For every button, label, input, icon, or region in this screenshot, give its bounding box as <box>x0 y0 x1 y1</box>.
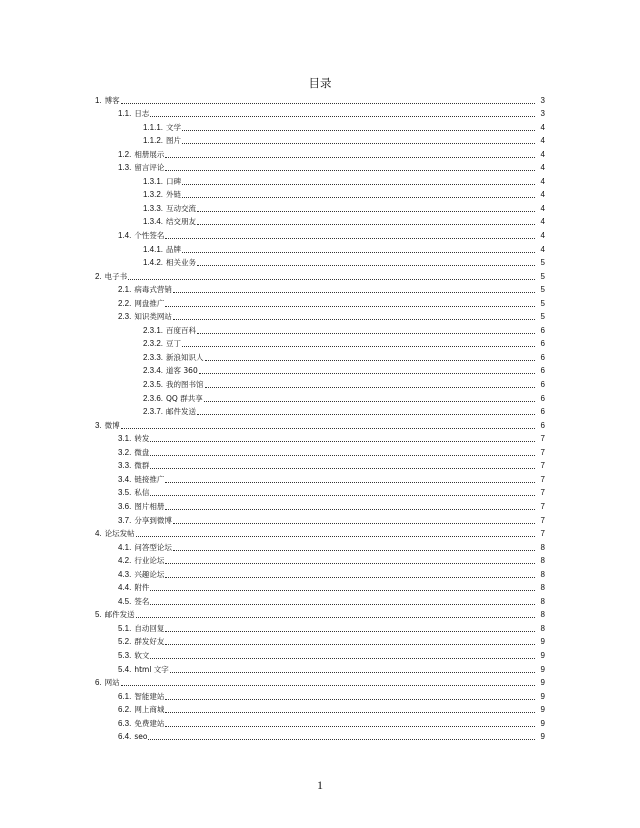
toc-entry-number: 3. <box>95 420 102 430</box>
toc-entry-page: 9 <box>540 718 545 728</box>
toc-dot-leader <box>165 630 535 632</box>
toc-entry-number: 2.1. <box>118 285 132 295</box>
toc-entry-page: 4 <box>540 217 545 227</box>
toc-entry-page: 6 <box>540 325 545 335</box>
toc-entry-page: 6 <box>540 366 545 376</box>
toc-entry-number: 3.7. <box>118 515 132 525</box>
toc-entry-page: 4 <box>540 176 545 186</box>
toc-entry[interactable] <box>0 187 640 201</box>
toc-entry-number: 2.3.2. <box>143 339 164 349</box>
toc-entry-number: 1.1. <box>118 109 132 119</box>
toc-entry-number: 6.1. <box>118 691 132 701</box>
toc-entry[interactable] <box>0 647 640 661</box>
toc-entry-title: 留言评论 <box>134 163 165 173</box>
toc-entry-title: 私信 <box>134 488 150 498</box>
toc-entry-title: 智能建站 <box>134 691 165 701</box>
toc-entry-number: 6.4. <box>118 732 132 742</box>
toc-entry[interactable] <box>0 715 640 729</box>
toc-entry-title: 微博 <box>104 420 120 430</box>
toc-entry-title: 博客 <box>104 95 120 105</box>
toc-dot-leader <box>165 643 535 645</box>
toc-dot-leader <box>173 549 535 551</box>
toc-entry-title: 电子书 <box>104 271 128 281</box>
toc-entry[interactable] <box>0 282 640 296</box>
toc-entry[interactable] <box>0 566 640 580</box>
toc-entry-number: 1.1.1. <box>143 122 164 132</box>
toc-dot-leader <box>150 454 535 456</box>
toc-dot-leader <box>173 318 535 320</box>
toc-entry-page: 6 <box>540 393 545 403</box>
toc-entry-page: 7 <box>540 447 545 457</box>
toc-entry-title: seo <box>134 732 148 742</box>
toc-entry-page: 4 <box>540 136 545 146</box>
toc-entry[interactable] <box>0 92 640 106</box>
toc-entry-number: 1.3.4. <box>143 217 164 227</box>
toc-entry-title: 微盘 <box>134 447 150 457</box>
toc-dot-leader <box>165 698 535 700</box>
toc-entry-number: 1.4. <box>118 231 132 241</box>
toc-dot-leader <box>136 616 535 618</box>
toc-entry-title: 微群 <box>134 461 150 471</box>
toc-entry-number: 2.3.3. <box>143 352 164 362</box>
toc-entry-title: 网站 <box>104 678 120 688</box>
toc-dot-leader <box>165 725 535 727</box>
toc-entry[interactable] <box>0 227 640 241</box>
toc-entry-number: 4.1. <box>118 542 132 552</box>
toc-entry-page: 9 <box>540 705 545 715</box>
toc-entry[interactable] <box>0 675 640 689</box>
toc-entry-page: 5 <box>540 258 545 268</box>
toc-entry-title: 个性签名 <box>134 231 165 241</box>
toc-entry-page: 7 <box>540 474 545 484</box>
toc-entry-title: 链接推广 <box>134 474 165 484</box>
toc-entry[interactable] <box>0 241 640 255</box>
toc-dot-leader <box>197 223 535 225</box>
toc-entry-page: 6 <box>540 407 545 417</box>
toc-entry-title: 网上商城 <box>134 705 165 715</box>
toc-entry-page: 9 <box>540 678 545 688</box>
toc-entry-title: 豆丁 <box>166 339 182 349</box>
toc-entry-page: 4 <box>540 244 545 254</box>
toc-entry-page: 5 <box>540 285 545 295</box>
toc-entry-page: 4 <box>540 190 545 200</box>
toc-entry-number: 6.2. <box>118 705 132 715</box>
toc-dot-leader <box>182 251 535 253</box>
toc-entry-number: 1.2. <box>118 149 132 159</box>
toc-dot-leader <box>150 115 535 117</box>
toc-entry-title: 百度百科 <box>166 325 197 335</box>
toc-entry-page: 6 <box>540 339 545 349</box>
toc-entry-title: 知识类网站 <box>134 312 172 322</box>
toc-dot-leader <box>150 494 535 496</box>
toc-entry[interactable] <box>0 471 640 485</box>
toc-entry-title: 病毒式营销 <box>134 285 172 295</box>
toc-entry-title: QQ 群共享 <box>166 393 203 403</box>
toc-entry[interactable] <box>0 295 640 309</box>
toc-entry[interactable] <box>0 404 640 418</box>
toc-entry-page: 6 <box>540 420 545 430</box>
toc-entry-number: 5.2. <box>118 637 132 647</box>
toc-dot-leader <box>170 671 535 673</box>
toc-entry-title: 兴趣论坛 <box>134 569 165 579</box>
toc-entry-number: 6.3. <box>118 718 132 728</box>
toc-entry-title: 群发好友 <box>134 637 165 647</box>
toc-dot-leader <box>165 169 535 171</box>
toc-dot-leader <box>173 291 535 293</box>
table-of-contents <box>0 92 640 742</box>
toc-dot-leader <box>205 359 535 361</box>
toc-entry-page: 7 <box>540 515 545 525</box>
toc-entry-number: 2.3.1. <box>143 325 164 335</box>
toc-dot-leader <box>182 345 535 347</box>
toc-entry-title: 行业论坛 <box>134 556 165 566</box>
toc-entry-number: 2.3.5. <box>143 380 164 390</box>
toc-entry[interactable] <box>0 363 640 377</box>
toc-entry-number: 3.3. <box>118 461 132 471</box>
toc-entry-page: 4 <box>540 163 545 173</box>
toc-entry-number: 6. <box>95 678 102 688</box>
toc-entry-number: 5. <box>95 610 102 620</box>
toc-entry-title: 分享到微博 <box>134 515 172 525</box>
toc-dot-leader <box>182 196 535 198</box>
toc-entry-page: 4 <box>540 203 545 213</box>
toc-dot-leader <box>150 603 535 605</box>
toc-entry-title: 新浪知识人 <box>166 352 204 362</box>
toc-entry-page: 4 <box>540 122 545 132</box>
page-title: 目录 <box>308 76 332 90</box>
toc-entry[interactable] <box>0 553 640 567</box>
toc-entry[interactable] <box>0 498 640 512</box>
toc-entry-number: 3.1. <box>118 434 132 444</box>
toc-entry-page: 6 <box>540 352 545 362</box>
toc-entry-number: 1.4.1. <box>143 244 164 254</box>
toc-dot-leader <box>150 657 535 659</box>
toc-entry-number: 2.3.6. <box>143 393 164 403</box>
toc-entry-page: 9 <box>540 732 545 742</box>
toc-entry-title: 邮件发送 <box>166 407 197 417</box>
toc-dot-leader <box>204 400 535 402</box>
toc-entry[interactable] <box>0 458 640 472</box>
toc-entry[interactable] <box>0 444 640 458</box>
toc-dot-leader <box>197 413 535 415</box>
toc-dot-leader <box>197 210 535 212</box>
toc-entry-number: 1.3.2. <box>143 190 164 200</box>
toc-dot-leader <box>136 535 535 537</box>
toc-entry-number: 2.3. <box>118 312 132 322</box>
toc-entry[interactable] <box>0 526 640 540</box>
toc-entry-page: 8 <box>540 623 545 633</box>
toc-entry[interactable] <box>0 661 640 675</box>
toc-entry[interactable] <box>0 688 640 702</box>
toc-entry-page: 7 <box>540 434 545 444</box>
toc-dot-leader <box>165 576 535 578</box>
toc-entry-page: 9 <box>540 637 545 647</box>
toc-dot-leader <box>150 440 535 442</box>
toc-entry-number: 4.3. <box>118 569 132 579</box>
toc-entry-title: 免费建站 <box>134 718 165 728</box>
toc-entry-title: 我的图书馆 <box>166 380 204 390</box>
toc-entry[interactable] <box>0 607 640 621</box>
toc-entry-title: 相关业务 <box>166 258 197 268</box>
toc-entry-page: 5 <box>540 298 545 308</box>
toc-dot-leader <box>121 102 535 104</box>
toc-entry-number: 1. <box>95 95 102 105</box>
toc-entry-title: 结交朋友 <box>166 217 197 227</box>
toc-entry-page: 9 <box>540 650 545 660</box>
toc-entry-title: 日志 <box>134 109 150 119</box>
toc-entry-page: 6 <box>540 380 545 390</box>
toc-entry-page: 5 <box>540 312 545 322</box>
toc-entry-page: 8 <box>540 610 545 620</box>
toc-entry-title: 外链 <box>166 190 182 200</box>
toc-entry-number: 1.3.1. <box>143 176 164 186</box>
toc-dot-leader <box>150 467 535 469</box>
toc-entry-page: 7 <box>540 501 545 511</box>
toc-entry-title: 相册展示 <box>134 149 165 159</box>
toc-entry[interactable] <box>0 349 640 363</box>
toc-entry[interactable] <box>0 160 640 174</box>
toc-entry[interactable] <box>0 322 640 336</box>
toc-dot-leader <box>121 427 535 429</box>
toc-dot-leader <box>199 372 535 374</box>
toc-entry[interactable] <box>0 214 640 228</box>
toc-entry-page: 8 <box>540 542 545 552</box>
toc-entry-page: 4 <box>540 231 545 241</box>
toc-dot-leader <box>173 522 535 524</box>
toc-dot-leader <box>182 183 535 185</box>
toc-entry-page: 8 <box>540 583 545 593</box>
toc-entry-number: 4.2. <box>118 556 132 566</box>
toc-entry-title: 互动交流 <box>166 203 197 213</box>
toc-entry-number: 4.4. <box>118 583 132 593</box>
toc-entry[interactable] <box>0 417 640 431</box>
toc-entry-page: 7 <box>540 529 545 539</box>
toc-entry-title: html 文字 <box>134 664 169 674</box>
toc-entry-title: 道客 360 <box>166 366 198 376</box>
toc-entry-title: 图片相册 <box>134 501 165 511</box>
toc-entry-title: 网盘推广 <box>134 298 165 308</box>
toc-entry[interactable] <box>0 512 640 526</box>
toc-dot-leader <box>182 129 535 131</box>
toc-entry-number: 1.3. <box>118 163 132 173</box>
toc-dot-leader <box>150 589 535 591</box>
toc-entry[interactable] <box>0 173 640 187</box>
toc-entry-title: 软文 <box>134 650 150 660</box>
toc-entry-page: 9 <box>540 691 545 701</box>
toc-entry-number: 2. <box>95 271 102 281</box>
toc-entry[interactable] <box>0 634 640 648</box>
toc-entry[interactable] <box>0 539 640 553</box>
toc-dot-leader <box>165 508 535 510</box>
toc-entry-page: 5 <box>540 271 545 281</box>
toc-entry-title: 问答型论坛 <box>134 542 172 552</box>
toc-dot-leader <box>148 738 535 740</box>
toc-entry-number: 3.4. <box>118 474 132 484</box>
toc-entry-number: 1.3.3. <box>143 203 164 213</box>
toc-entry-number: 3.5. <box>118 488 132 498</box>
toc-entry-page: 8 <box>540 556 545 566</box>
toc-entry[interactable] <box>0 255 640 269</box>
toc-dot-leader <box>197 264 535 266</box>
toc-dot-leader <box>197 332 535 334</box>
toc-dot-leader <box>128 278 535 280</box>
toc-dot-leader <box>182 142 535 144</box>
toc-entry-number: 1.4.2. <box>143 258 164 268</box>
toc-entry-page: 8 <box>540 596 545 606</box>
toc-entry[interactable] <box>0 106 640 120</box>
toc-entry-title: 附件 <box>134 583 150 593</box>
toc-dot-leader <box>165 481 535 483</box>
toc-entry-page: 3 <box>540 109 545 119</box>
toc-dot-leader <box>165 156 535 158</box>
toc-entry[interactable] <box>0 133 640 147</box>
toc-entry-number: 3.2. <box>118 447 132 457</box>
toc-dot-leader <box>165 711 535 713</box>
toc-entry[interactable] <box>0 146 640 160</box>
toc-dot-leader <box>165 237 535 239</box>
toc-entry[interactable] <box>0 390 640 404</box>
toc-entry[interactable] <box>0 702 640 716</box>
toc-entry-title: 论坛发帖 <box>104 529 135 539</box>
toc-entry[interactable] <box>0 268 640 282</box>
toc-entry[interactable] <box>0 309 640 323</box>
toc-entry-number: 3.6. <box>118 501 132 511</box>
toc-dot-leader <box>165 305 535 307</box>
toc-entry[interactable] <box>0 620 640 634</box>
toc-entry-page: 7 <box>540 461 545 471</box>
toc-entry-title: 文学 <box>166 122 182 132</box>
page-number: 1 <box>317 778 323 792</box>
toc-entry-number: 5.4. <box>118 664 132 674</box>
toc-entry-number: 5.3. <box>118 650 132 660</box>
toc-entry-number: 4. <box>95 529 102 539</box>
toc-entry-title: 图片 <box>166 136 182 146</box>
toc-entry-title: 邮件发送 <box>104 610 135 620</box>
toc-entry[interactable] <box>0 729 640 743</box>
toc-entry[interactable] <box>0 119 640 133</box>
toc-entry-title: 自动回复 <box>134 623 165 633</box>
toc-entry[interactable] <box>0 431 640 445</box>
toc-entry-page: 7 <box>540 488 545 498</box>
toc-entry-number: 5.1. <box>118 623 132 633</box>
toc-entry[interactable] <box>0 376 640 390</box>
toc-entry-title: 转发 <box>134 434 150 444</box>
toc-entry-page: 3 <box>540 95 545 105</box>
toc-entry[interactable] <box>0 593 640 607</box>
toc-dot-leader <box>205 386 535 388</box>
toc-entry-number: 2.3.7. <box>143 407 164 417</box>
toc-entry-title: 口碑 <box>166 176 182 186</box>
toc-entry[interactable] <box>0 200 640 214</box>
toc-dot-leader <box>121 684 535 686</box>
toc-entry[interactable] <box>0 485 640 499</box>
toc-entry-number: 1.1.2. <box>143 136 164 146</box>
toc-entry-page: 9 <box>540 664 545 674</box>
toc-entry-number: 2.2. <box>118 298 132 308</box>
toc-entry-number: 4.5. <box>118 596 132 606</box>
toc-entry-number: 2.3.4. <box>143 366 164 376</box>
toc-entry[interactable] <box>0 580 640 594</box>
toc-entry-page: 4 <box>540 149 545 159</box>
toc-entry-title: 签名 <box>134 596 150 606</box>
toc-entry-page: 8 <box>540 569 545 579</box>
toc-entry-title: 品牌 <box>166 244 182 254</box>
toc-entry[interactable] <box>0 336 640 350</box>
toc-dot-leader <box>165 562 535 564</box>
